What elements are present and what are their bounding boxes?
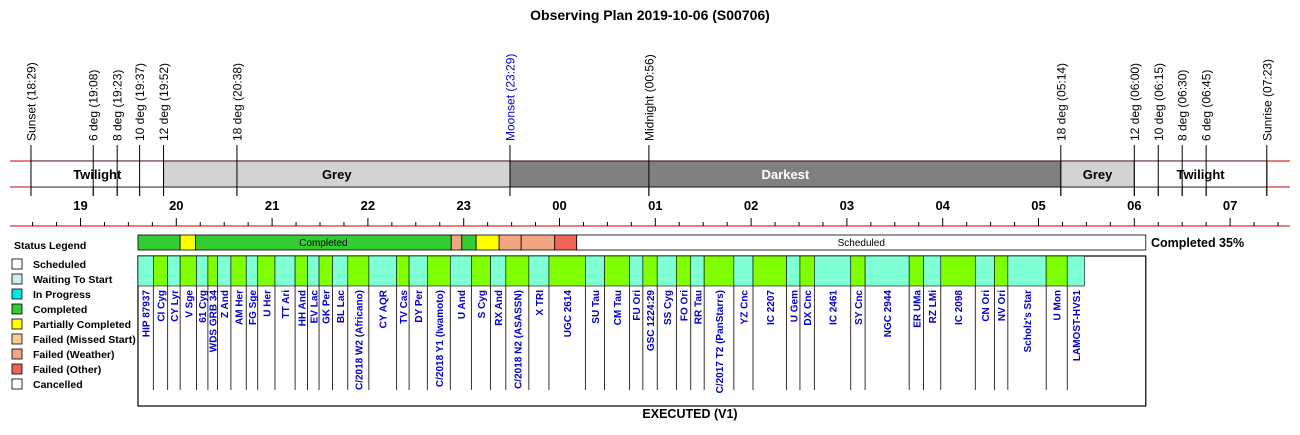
target-name[interactable]: CY Lyr [169, 290, 181, 322]
legend-swatch [12, 274, 22, 284]
event-label: 8 deg (06:30) [1175, 69, 1190, 141]
target-name[interactable]: FU Ori [632, 290, 644, 321]
sky-band-label: Grey [321, 167, 352, 182]
hour-tick-label: 01 [648, 198, 663, 213]
target-name[interactable]: S Cyg [476, 290, 488, 319]
event-label: 12 deg (19:52) [157, 62, 172, 141]
target-block[interactable] [208, 256, 218, 286]
target-block[interactable] [605, 256, 630, 286]
target-name[interactable]: Z And [220, 290, 232, 318]
sky-band-label: Darkest [761, 167, 810, 182]
target-block[interactable] [231, 256, 246, 286]
legend-swatch [12, 289, 22, 299]
target-block[interactable] [753, 256, 787, 286]
status-segment [555, 235, 577, 250]
target-name[interactable]: DY Per [414, 290, 426, 323]
target-block[interactable] [657, 256, 676, 286]
target-block[interactable] [851, 256, 865, 286]
target-block[interactable] [153, 256, 167, 286]
target-name[interactable]: SU Tau [590, 290, 602, 324]
target-block[interactable] [643, 256, 657, 286]
target-name[interactable]: AM Her [234, 290, 246, 326]
event-label: Sunrise (07:23) [1260, 58, 1275, 141]
target-block[interactable] [994, 256, 1007, 286]
target-block[interactable] [704, 256, 734, 286]
target-name[interactable]: HIP 87937 [141, 290, 153, 338]
target-block[interactable] [491, 256, 506, 286]
target-name[interactable]: UGC 2614 [563, 290, 575, 338]
target-block[interactable] [138, 256, 153, 286]
event-label: 6 deg (06:45) [1199, 69, 1214, 141]
status-segment [462, 235, 476, 250]
target-name[interactable]: CM Tau [612, 290, 624, 326]
legend-swatch [12, 349, 22, 359]
legend-item-label: Failed (Weather) [33, 349, 115, 361]
target-block[interactable] [369, 256, 397, 286]
hour-tick-label: 00 [552, 198, 567, 213]
target-name[interactable]: U Her [262, 290, 274, 317]
legend-swatch [12, 304, 22, 314]
target-name[interactable]: C/2018 W2 (Africano) [354, 290, 366, 391]
status-segment [138, 235, 180, 250]
legend-swatch [12, 259, 22, 269]
target-name[interactable]: SS Cyg [662, 290, 674, 326]
event-label: Midnight (00:56) [642, 54, 657, 141]
target-block[interactable] [865, 256, 909, 286]
target-name[interactable]: CI Cyg [156, 290, 168, 322]
target-block[interactable] [787, 256, 800, 286]
sky-band-label: Grey [1082, 167, 1113, 182]
target-block[interactable] [180, 256, 196, 286]
target-name[interactable]: V Sge [184, 290, 196, 318]
target-name[interactable]: IC 2098 [954, 290, 966, 326]
target-block[interactable] [319, 256, 332, 286]
target-block[interactable] [450, 256, 471, 286]
target-block[interactable] [800, 256, 814, 286]
legend-title: Status Legend [14, 240, 87, 252]
target-block[interactable] [506, 256, 529, 286]
target-name[interactable]: DX Cnc [803, 290, 815, 326]
target-name[interactable]: WDS GRB 34 [208, 290, 220, 353]
event-label: 18 deg (05:14) [1054, 62, 1069, 141]
target-name[interactable]: FG Sge [247, 290, 259, 326]
target-name[interactable]: U Gem [789, 290, 801, 323]
target-block[interactable] [585, 256, 604, 286]
target-name[interactable]: U And [456, 290, 468, 320]
plan-title: Observing Plan 2019-10-06 (S00706) [530, 7, 770, 23]
event-label: 8 deg (19:23) [110, 69, 125, 141]
status-segment [476, 235, 499, 250]
hour-tick-label: 22 [360, 198, 376, 213]
target-block[interactable] [924, 256, 941, 286]
target-name[interactable]: Scholz's Star [1023, 290, 1035, 353]
target-block[interactable] [529, 256, 549, 286]
legend-swatch [12, 319, 22, 329]
hour-tick-label: 21 [264, 198, 280, 213]
legend-swatch [12, 379, 22, 389]
target-block[interactable] [1067, 256, 1084, 286]
target-block[interactable] [258, 256, 275, 286]
target-name[interactable]: C/2017 T2 (PanStarrs) [715, 290, 727, 394]
hour-tick-label: 03 [839, 198, 855, 213]
target-name[interactable]: C/2018 Y1 (Iwamoto) [434, 290, 446, 388]
legend-item-label: Scheduled [33, 259, 87, 271]
target-block[interactable] [217, 256, 230, 286]
target-block[interactable] [941, 256, 975, 286]
legend-item-label: Failed (Missed Start) [33, 334, 136, 346]
target-name[interactable]: GK Per [321, 290, 333, 324]
target-block[interactable] [295, 256, 307, 286]
target-block[interactable] [348, 256, 369, 286]
target-name[interactable]: IC 2207 [765, 290, 777, 326]
legend-item-label: Waiting To Start [33, 274, 113, 286]
target-name[interactable]: YZ Cnc [739, 290, 751, 325]
event-label: 10 deg (06:15) [1151, 62, 1166, 141]
status-segment-label: Scheduled [837, 238, 885, 249]
target-name[interactable]: CN Ori [980, 290, 992, 322]
hour-tick-label: 23 [456, 198, 471, 213]
target-name[interactable]: C/2018 N2 (ASASSN) [513, 290, 525, 389]
hour-tick-label: 06 [1127, 198, 1142, 213]
target-name[interactable]: LAMOST-HVS1 [1071, 290, 1083, 362]
status-segment [521, 235, 555, 250]
sky-band-label: Twilight [1176, 167, 1225, 182]
target-name[interactable]: TV Cas [398, 290, 410, 324]
event-label: Sunset (18:29) [24, 62, 39, 141]
target-name[interactable]: EV Lac [309, 290, 321, 324]
target-block[interactable] [409, 256, 427, 286]
hour-tick-label: 02 [743, 198, 759, 213]
target-block[interactable] [909, 256, 923, 286]
target-block[interactable] [427, 256, 450, 286]
hour-tick-label: 19 [73, 198, 88, 213]
target-block[interactable] [676, 256, 690, 286]
status-segment [180, 235, 195, 250]
event-label: 10 deg (19:37) [133, 62, 148, 141]
target-block[interactable] [1008, 256, 1046, 286]
event-label: 18 deg (20:38) [230, 62, 245, 141]
target-block[interactable] [471, 256, 490, 286]
event-label: 6 deg (19:08) [86, 69, 101, 141]
target-name[interactable]: TT Ari [281, 290, 293, 319]
legend-swatch [12, 334, 22, 344]
target-name[interactable]: FO Ori [679, 290, 691, 322]
legend-item-label: Cancelled [33, 379, 83, 391]
target-block[interactable] [196, 256, 207, 286]
target-name[interactable]: SY Cnc [853, 290, 865, 325]
target-name[interactable]: NGC 2944 [883, 290, 895, 338]
target-name[interactable]: IC 2461 [828, 290, 840, 326]
hour-tick-label: 05 [1031, 198, 1046, 213]
target-block[interactable] [549, 256, 585, 286]
target-block[interactable] [332, 256, 347, 286]
target-name[interactable]: CY AQR [378, 290, 390, 329]
target-name[interactable]: RX And [494, 290, 506, 326]
legend-item-label: In Progress [33, 289, 91, 301]
target-name[interactable]: HH And [297, 290, 309, 327]
target-name[interactable]: NV Ori [997, 290, 1009, 322]
target-block[interactable] [275, 256, 295, 286]
hour-tick-label: 20 [169, 198, 184, 213]
target-name[interactable]: RR Tau [693, 290, 705, 325]
target-block[interactable] [308, 256, 319, 286]
event-label: Moonset (23:29) [503, 53, 518, 141]
target-block[interactable] [629, 256, 642, 286]
status-segment [451, 235, 462, 250]
target-name[interactable]: BL Lac [336, 290, 348, 324]
hour-tick-label: 07 [1222, 198, 1238, 213]
target-block[interactable] [168, 256, 180, 286]
status-segment-label: Completed [299, 238, 348, 249]
target-block[interactable] [397, 256, 409, 286]
event-label: 12 deg (06:00) [1127, 62, 1142, 141]
legend-item-label: Completed [33, 304, 88, 316]
target-block[interactable] [975, 256, 994, 286]
target-block[interactable] [734, 256, 753, 286]
legend-swatch [12, 364, 22, 374]
status-segment [499, 235, 521, 250]
target-name[interactable]: X TRI [534, 290, 546, 316]
target-name[interactable]: 61 Cyg [198, 290, 210, 323]
target-block[interactable] [246, 256, 257, 286]
sky-band-label: Twilight [73, 167, 122, 182]
legend-item-label: Partially Completed [33, 319, 132, 331]
completed-summary: Completed 35% [1151, 236, 1245, 250]
footer-label: EXECUTED (V1) [642, 407, 738, 421]
target-block[interactable] [814, 256, 850, 286]
target-name[interactable]: ER UMa [912, 290, 924, 328]
target-name[interactable]: GSC 1224:29 [646, 290, 658, 352]
target-block[interactable] [1046, 256, 1067, 286]
hour-tick-label: 04 [935, 198, 950, 213]
target-name[interactable]: U Mon [1052, 290, 1064, 321]
target-block[interactable] [691, 256, 704, 286]
legend-item-label: Failed (Other) [33, 364, 102, 376]
target-name[interactable]: RZ LMi [928, 290, 940, 324]
